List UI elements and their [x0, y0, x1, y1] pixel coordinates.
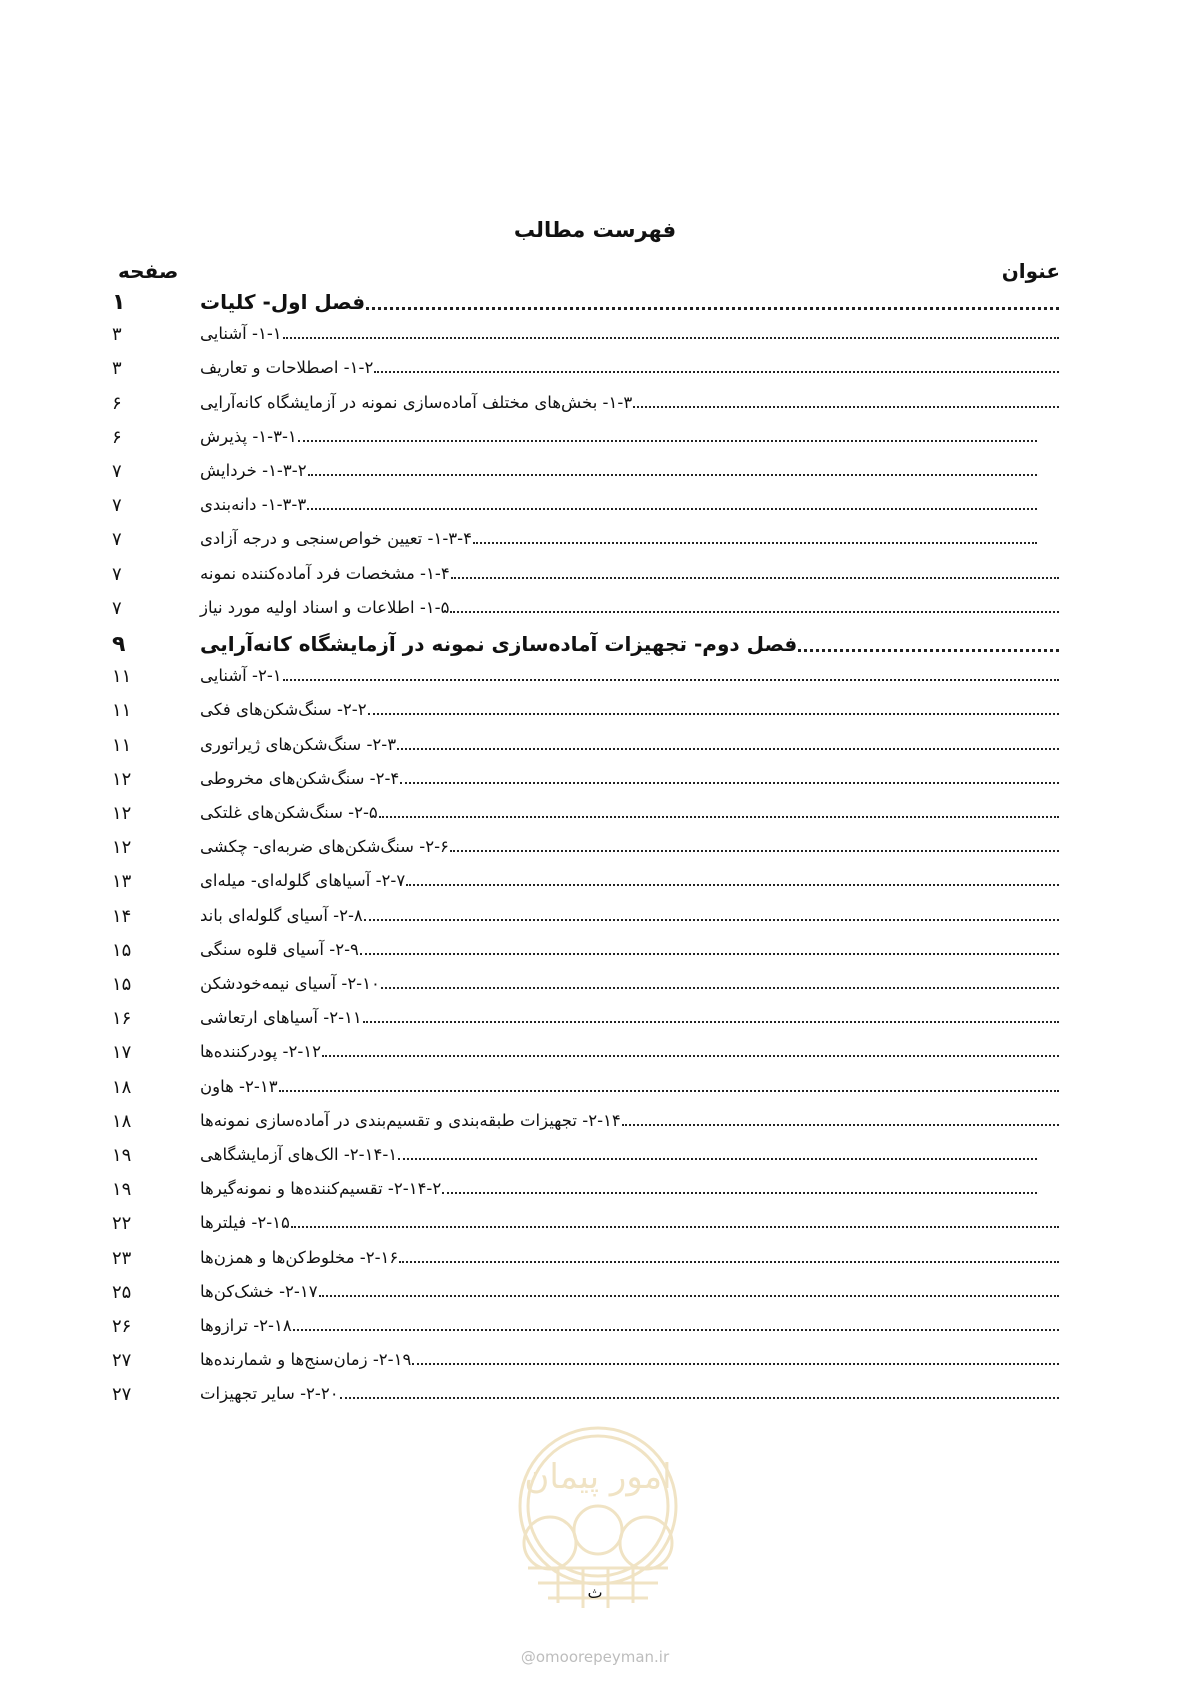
- toc-entry: [200, 529, 1038, 548]
- toc-chapter-row: [0, 624, 1190, 660]
- toc-entry-label: ۲-۱۱- آسیاهای ارتعاشی: [200, 1008, 362, 1028]
- dot-leader: [798, 649, 1059, 652]
- toc-page-number: ۱۱: [112, 700, 132, 722]
- toc-page-number: ۲۶: [112, 1316, 132, 1337]
- toc-row: [0, 521, 1190, 557]
- toc-row: [0, 1205, 1190, 1241]
- dot-leader: [360, 953, 1059, 955]
- toc-page-number: ۱۷: [112, 1042, 132, 1064]
- toc-page-number: ۱۱: [112, 734, 132, 756]
- toc-entry-label: ۱-۲- اصطلاحات و تعاریف: [200, 358, 374, 378]
- toc-page-number: ۲۵: [112, 1281, 132, 1303]
- toc-page-number: ۲۳: [112, 1247, 132, 1269]
- toc-entry-label: ۱-۱- آشنایی: [200, 324, 282, 344]
- dot-leader: [450, 611, 1059, 613]
- toc-entry: [200, 1042, 1060, 1061]
- toc-row: [0, 1069, 1190, 1105]
- toc-row: [0, 1376, 1190, 1412]
- toc-row: [0, 795, 1190, 831]
- toc-entry: [200, 1145, 1038, 1164]
- dot-leader: [283, 679, 1059, 681]
- toc-page-number: ۱۱: [112, 666, 132, 688]
- toc-row: [0, 829, 1190, 865]
- toc-row: [0, 487, 1190, 523]
- toc-page-number: ۱: [112, 290, 126, 315]
- toc-entry-label: ۱-۳-۳- دانه‌بندی: [200, 495, 307, 515]
- toc-entry: [200, 427, 1038, 446]
- toc-entry-label: فصل دوم- تجهیزات آماده‌سازی نمونه در آزمایشگاه کانه‌آرایی: [200, 632, 798, 656]
- toc-entry-label: ۲-۱۲- پودرکننده‌ها: [200, 1042, 322, 1062]
- dot-leader: [308, 474, 1037, 476]
- toc-entry-label: ۲-۵- سنگ‌شکن‌های غلتکی: [200, 803, 378, 822]
- toc-row: [0, 692, 1190, 728]
- toc-row: [0, 863, 1190, 899]
- toc-row: [0, 898, 1190, 934]
- dot-leader: [364, 919, 1059, 921]
- toc-entry: [200, 495, 1038, 514]
- dot-leader: [307, 508, 1037, 510]
- toc-row: [0, 658, 1190, 694]
- toc-row: [0, 727, 1190, 763]
- toc-entry: [200, 735, 1060, 754]
- footer-page-number: ث: [587, 1583, 603, 1602]
- dot-leader: [406, 884, 1059, 886]
- toc-entry-label: ۲-۱۴-۲- تقسیم‌کننده‌ها و نمونه‌گیرها: [200, 1179, 442, 1199]
- toc-entry: [200, 906, 1060, 925]
- toc-row: [0, 1308, 1190, 1344]
- toc-page-number: ۳: [112, 324, 122, 346]
- toc-entry-label: ۲-۱۸- ترازوها: [200, 1316, 292, 1335]
- toc-page-number: ۲۷: [112, 1384, 132, 1406]
- toc-row: [0, 1342, 1190, 1378]
- dot-leader: [322, 1055, 1059, 1057]
- toc-entry: [200, 1213, 1060, 1232]
- toc-row: [0, 761, 1190, 797]
- toc-entry-label: ۲-۲۰- سایر تجهیزات: [200, 1384, 339, 1404]
- dot-leader: [381, 987, 1059, 989]
- dot-leader: [319, 1295, 1059, 1297]
- toc-page-number: ۱۸: [112, 1076, 132, 1098]
- toc-entry: [200, 564, 1060, 583]
- toc-entry-label: ۱-۳-۱- پذیرش: [200, 426, 297, 446]
- toc-entry: [200, 1179, 1038, 1198]
- toc-entry: [200, 632, 1060, 656]
- toc-row: [0, 966, 1190, 1002]
- dot-leader: [368, 713, 1059, 715]
- toc-entry: [200, 598, 1060, 617]
- toc-entry: [200, 769, 1060, 788]
- toc-entry-label: ۲-۱۴- تجهیزات طبقه‌بندی و تقسیم‌بندی در آماده‌سازی نمونه‌ها: [200, 1110, 621, 1130]
- toc-entry-label: ۲-۲- سنگ‌شکن‌های فکی: [200, 700, 367, 720]
- dot-leader: [399, 1261, 1059, 1263]
- dot-leader: [450, 850, 1059, 852]
- dot-leader: [363, 1021, 1059, 1023]
- toc-entry-label: ۱-۳-۴- تعیین خواص‌سنجی و درجه آزادی: [200, 529, 472, 549]
- dot-leader: [279, 1090, 1059, 1092]
- toc-entry: [200, 700, 1060, 719]
- toc-entry-label: ۲-۱۶- مخلوط‌کن‌ها و همزن‌ها: [200, 1247, 399, 1267]
- dot-leader: [398, 1158, 1037, 1160]
- toc-page-number: ۱۲: [112, 837, 132, 859]
- toc-page-number: ۷: [112, 461, 122, 482]
- toc-entry: [200, 1248, 1060, 1267]
- toc-entry: [200, 358, 1060, 377]
- dot-leader: [412, 1363, 1059, 1365]
- toc-entry-label: ۲-۱۴-۱- الک‌های آزمایشگاهی: [200, 1145, 398, 1164]
- toc-row: [0, 1240, 1190, 1276]
- toc-page-number: ۷: [112, 597, 122, 619]
- toc-chapter-row: [0, 282, 1190, 318]
- toc-page-number: ۱۹: [112, 1179, 132, 1201]
- toc-entry-label: ۲-۸- آسیای گلوله‌ای باند: [200, 905, 363, 925]
- dot-leader: [291, 1226, 1059, 1228]
- toc-row: [0, 1137, 1190, 1173]
- toc-entry: [200, 290, 1060, 314]
- toc-entry: [200, 461, 1038, 480]
- toc-entry-label: ۲-۱۵- فیلترها: [200, 1213, 290, 1233]
- toc-entry: [200, 1077, 1060, 1096]
- toc-page-number: ۶: [112, 392, 122, 414]
- dot-leader: [473, 542, 1037, 544]
- toc-page-number: ۱۲: [112, 768, 132, 790]
- toc-page-number: ۱۳: [112, 871, 132, 893]
- toc-entry: [200, 871, 1060, 890]
- dot-leader: [283, 337, 1059, 339]
- toc-page-number: ۱۲: [112, 803, 132, 824]
- dot-leader: [400, 782, 1059, 784]
- toc-row: [0, 419, 1190, 455]
- page-title: فهرست مطالب: [513, 218, 677, 242]
- toc-page-number: ۱۶: [112, 1008, 132, 1030]
- toc-entry-label: ۲-۹- آسیای قلوه سنگی: [200, 939, 359, 959]
- toc-entry: [200, 803, 1060, 822]
- toc-row: [0, 1000, 1190, 1036]
- toc-entry-label: ۱-۴- مشخصات فرد آماده‌کننده نمونه: [200, 563, 450, 583]
- toc-page-number: ۷: [112, 563, 122, 585]
- toc-entry: [200, 1384, 1060, 1403]
- toc-entry: [200, 1316, 1060, 1335]
- watermark-url: @omoorepeyman.ir: [520, 1648, 670, 1666]
- toc-page-number: ۷: [112, 529, 122, 551]
- toc-page-number: ۱۵: [112, 974, 132, 995]
- toc-entry: [200, 393, 1060, 412]
- toc-row: [0, 1274, 1190, 1310]
- toc-page-number: ۱۸: [112, 1110, 132, 1132]
- toc-entry-label: ۲-۱۷- خشک‌کن‌ها: [200, 1281, 318, 1301]
- toc-row: [0, 1171, 1190, 1207]
- toc-entry-label: ۱-۳- بخش‌های مختلف آماده‌سازی نمونه در آزمایشگاه کانه‌آرایی: [200, 392, 633, 412]
- dot-leader: [366, 307, 1059, 310]
- dot-leader: [340, 1397, 1059, 1399]
- toc-entry-label: ۲-۱۰- آسیای نیمه‌خودشکن: [200, 974, 380, 993]
- toc-page-number: ۲۷: [112, 1350, 132, 1372]
- toc-row: [0, 350, 1190, 386]
- toc-page-number: ۶: [112, 426, 122, 448]
- toc-page-number: ۲۲: [112, 1213, 132, 1235]
- toc-entry-label: ۱-۳-۲- خردایش: [200, 461, 307, 480]
- dot-leader: [374, 371, 1059, 373]
- toc-page-number: ۱۴: [112, 905, 132, 927]
- toc-row: [0, 1103, 1190, 1139]
- dot-leader: [442, 1192, 1037, 1194]
- toc-entry-label: ۲-۱۳- هاون: [200, 1076, 278, 1096]
- toc-row: [0, 1034, 1190, 1070]
- toc-entry: [200, 1350, 1060, 1369]
- dot-leader: [451, 577, 1059, 579]
- toc-entry-label: ۲-۳- سنگ‌شکن‌های ژیراتوری: [200, 734, 397, 754]
- toc-page-number: ۱۹: [112, 1145, 132, 1166]
- dot-leader: [379, 816, 1059, 818]
- toc-page-number: ۷: [112, 495, 122, 517]
- toc-entry-label: ۱-۵- اطلاعات و اسناد اولیه مورد نیاز: [200, 597, 450, 617]
- toc-row: [0, 316, 1190, 352]
- toc-entry: [200, 974, 1060, 993]
- toc-page-number: ۳: [112, 358, 122, 380]
- dot-leader: [622, 1124, 1059, 1126]
- toc-entry: [200, 324, 1060, 343]
- toc-row: [0, 453, 1190, 489]
- toc-row: [0, 385, 1190, 421]
- toc-entry-label: ۲-۱- آشنایی: [200, 666, 282, 686]
- page-column-heading: صفحه: [118, 259, 179, 283]
- dot-leader: [298, 440, 1037, 442]
- toc-entry: [200, 837, 1060, 856]
- toc-row: [0, 590, 1190, 626]
- toc-entry: [200, 1111, 1060, 1130]
- toc-entry-label: ۲-۶- سنگ‌شکن‌های ضربه‌ای- چکشی: [200, 837, 449, 857]
- watermark-seal-text: امور پیمان: [524, 1457, 672, 1497]
- dot-leader: [633, 406, 1059, 408]
- toc-entry-label: ۲-۱۹- زمان‌سنج‌ها و شمارنده‌ها: [200, 1350, 412, 1370]
- toc-entry: [200, 1282, 1060, 1301]
- dot-leader: [293, 1329, 1059, 1331]
- toc-entry-label: فصل اول- کلیات: [200, 290, 366, 314]
- toc-entry-label: ۲-۴- سنگ‌شکن‌های مخروطی: [200, 768, 400, 788]
- dot-leader: [397, 748, 1059, 750]
- toc-page-number: ۹: [112, 632, 126, 657]
- toc-entry: [200, 940, 1060, 959]
- title-column-heading: عنوان: [1001, 259, 1060, 283]
- toc-entry-label: ۲-۷- آسیاهای گلوله‌ای- میله‌ای: [200, 871, 406, 891]
- toc-row: [0, 556, 1190, 592]
- toc-row: [0, 932, 1190, 968]
- toc-page-number: ۱۵: [112, 939, 132, 961]
- toc-entry: [200, 1008, 1060, 1027]
- toc-entry: [200, 666, 1060, 685]
